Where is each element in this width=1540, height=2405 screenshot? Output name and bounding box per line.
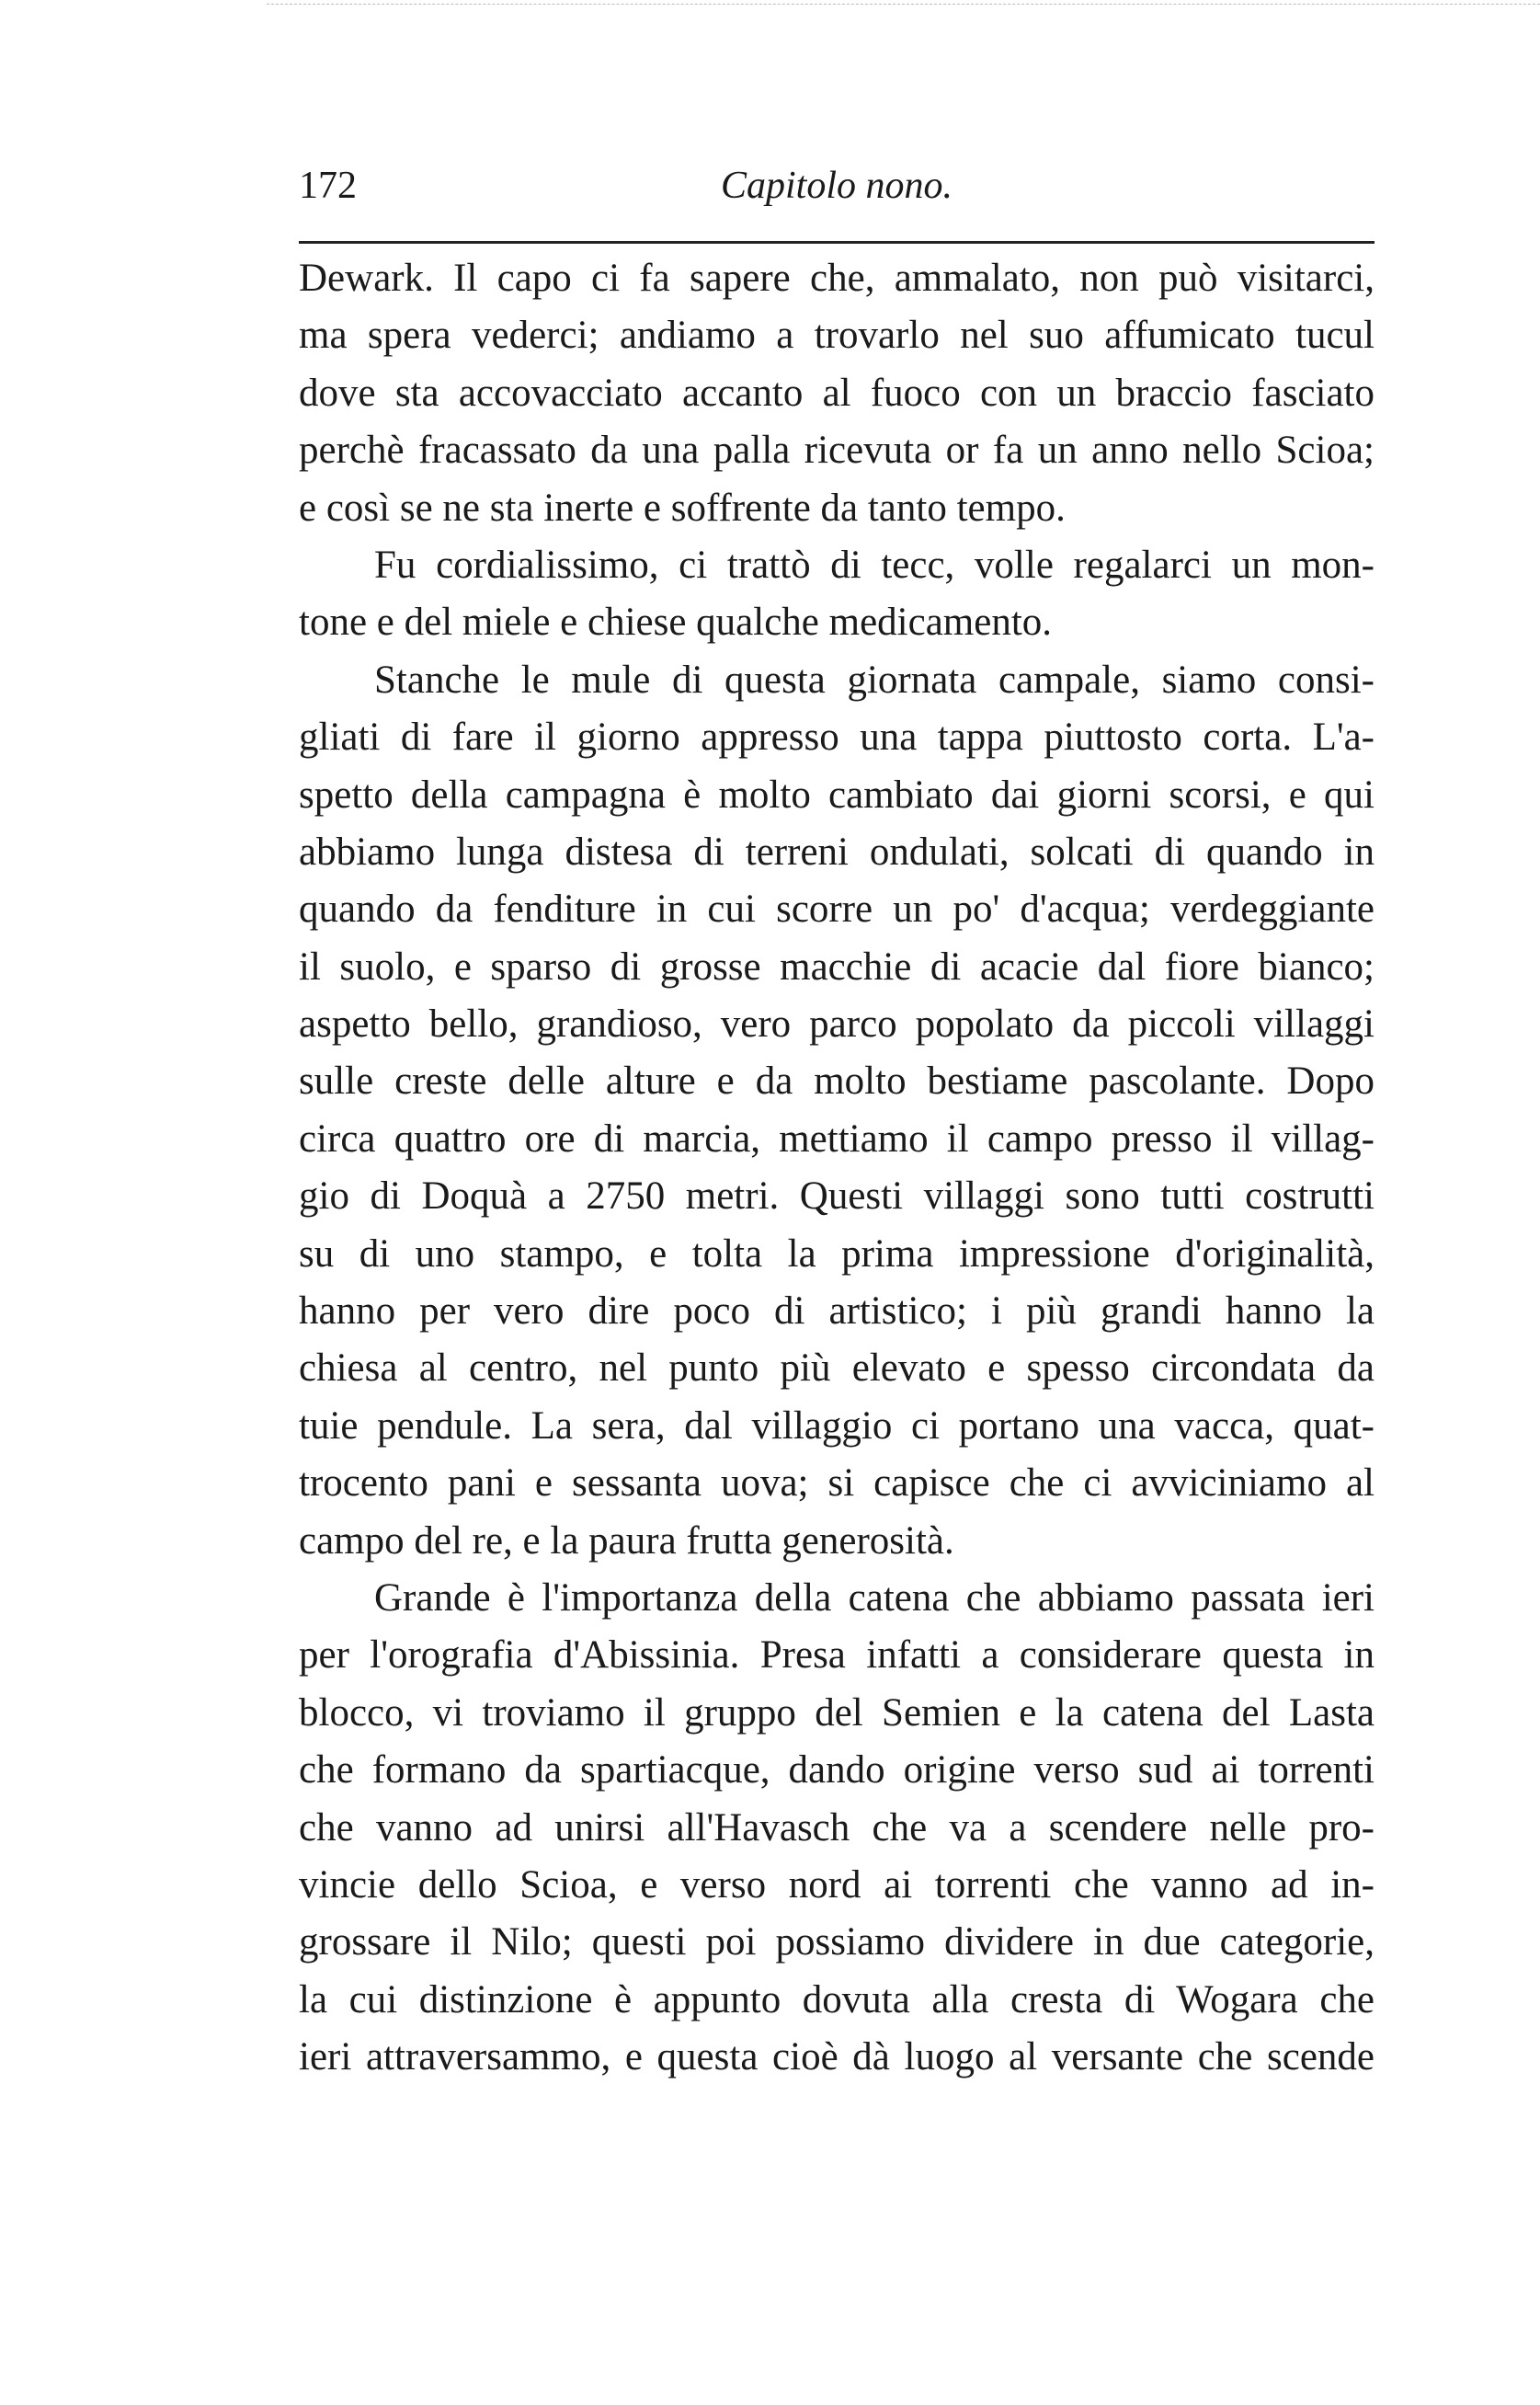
text-line: aspetto bello, grandioso, vero parco popolato da piccoli villaggi (299, 1002, 1375, 1047)
text-line: che vanno ad unirsi all'Havasch che va a scendere nelle pro- (299, 1805, 1375, 1850)
text-line: Grande è l'importanza della catena che abbiamo passata ieri (374, 1575, 1375, 1620)
header-rule (299, 241, 1375, 244)
text-line: la cui distinzione è appunto dovuta alla cresta di Wogara che (299, 1977, 1375, 2021)
text-line: dove sta accovacciato accanto al fuoco con un braccio fasciato (299, 371, 1375, 415)
text-line: ma spera vederci; andiamo a trovarlo nel suo affumicato tucul (299, 314, 1375, 358)
text-line: ieri attraversammo, e questa cioè dà luogo al versante che scende (299, 2035, 1375, 2079)
text-line: per l'orografia d'Abissinia. Presa infatti a considerare questa in (299, 1633, 1375, 1678)
running-header (299, 164, 1375, 219)
text-line: abbiamo lunga distesa di terreni ondulati, solcati di quando in (299, 830, 1375, 874)
text-line: sulle creste delle alture e da molto bestiame pascolante. Dopo (299, 1059, 1375, 1104)
running-title: Capitolo nono. (720, 165, 953, 207)
text-line: campo del re, e la paura frutta generosità. (299, 1518, 954, 1563)
text-line: vincie dello Scioa, e verso nord ai torrenti che vanno ad in- (299, 1862, 1375, 1907)
text-line: blocco, vi troviamo il gruppo del Semien e la catena del Lasta (299, 1690, 1375, 1735)
text-line: su di uno stampo, e tolta la prima impressione d'originalità, (299, 1231, 1375, 1276)
text-line: che formano da spartiacque, dando origine verso sud ai torrenti (299, 1748, 1375, 1792)
text-line: circa quattro ore di marcia, mettiamo il campo presso il villag- (299, 1117, 1375, 1161)
text-line: gio di Doquà a 2750 metri. Questi villaggi sono tutti costrutti (299, 1174, 1375, 1219)
text-line: tuie pendule. La sera, dal villaggio ci portano una vacca, quat- (299, 1403, 1375, 1448)
text-line: quando da fenditure in cui scorre un po' d'acqua; verdeggiante (299, 888, 1375, 932)
page-body (299, 250, 1375, 2087)
scan-edge-line (267, 4, 1540, 6)
text-line: hanno per vero dire poco di artistico; i più grandi hanno la (299, 1289, 1375, 1334)
text-line: Stanche le mule di questa giornata campale, siamo consi- (374, 658, 1375, 702)
text-line: Fu cordialissimo, ci trattò di tecc, volle regalarci un mon- (374, 543, 1375, 587)
text-line: grossare il Nilo; questi poi possiamo dividere in due categorie, (299, 1920, 1375, 1964)
text-line: spetto della campagna è molto cambiato dai giorni scorsi, e qui (299, 773, 1375, 817)
text-line: perchè fracassato da una palla ricevuta or fa un anno nello Scioa; (299, 429, 1375, 473)
text-line: trocento pani e sessanta uova; si capisce che ci avviciniamo al (299, 1461, 1375, 1506)
text-line: tone e del miele e chiese qualche medicamento. (299, 601, 1053, 645)
text-line: Dewark. Il capo ci fa sapere che, ammalato, non può visitarci, (299, 257, 1375, 300)
page-number: 172 (299, 165, 357, 207)
text-line: e così se ne sta inerte e soffrente da tanto tempo. (299, 486, 1066, 530)
text-line: gliati di fare il giorno appresso una tappa piuttosto corta. L'a- (299, 716, 1375, 760)
text-line: chiesa al centro, nel punto più elevato e spesso circondata da (299, 1346, 1375, 1391)
text-line: il suolo, e sparso di grosse macchie di acacie dal fiore bianco; (299, 945, 1375, 989)
